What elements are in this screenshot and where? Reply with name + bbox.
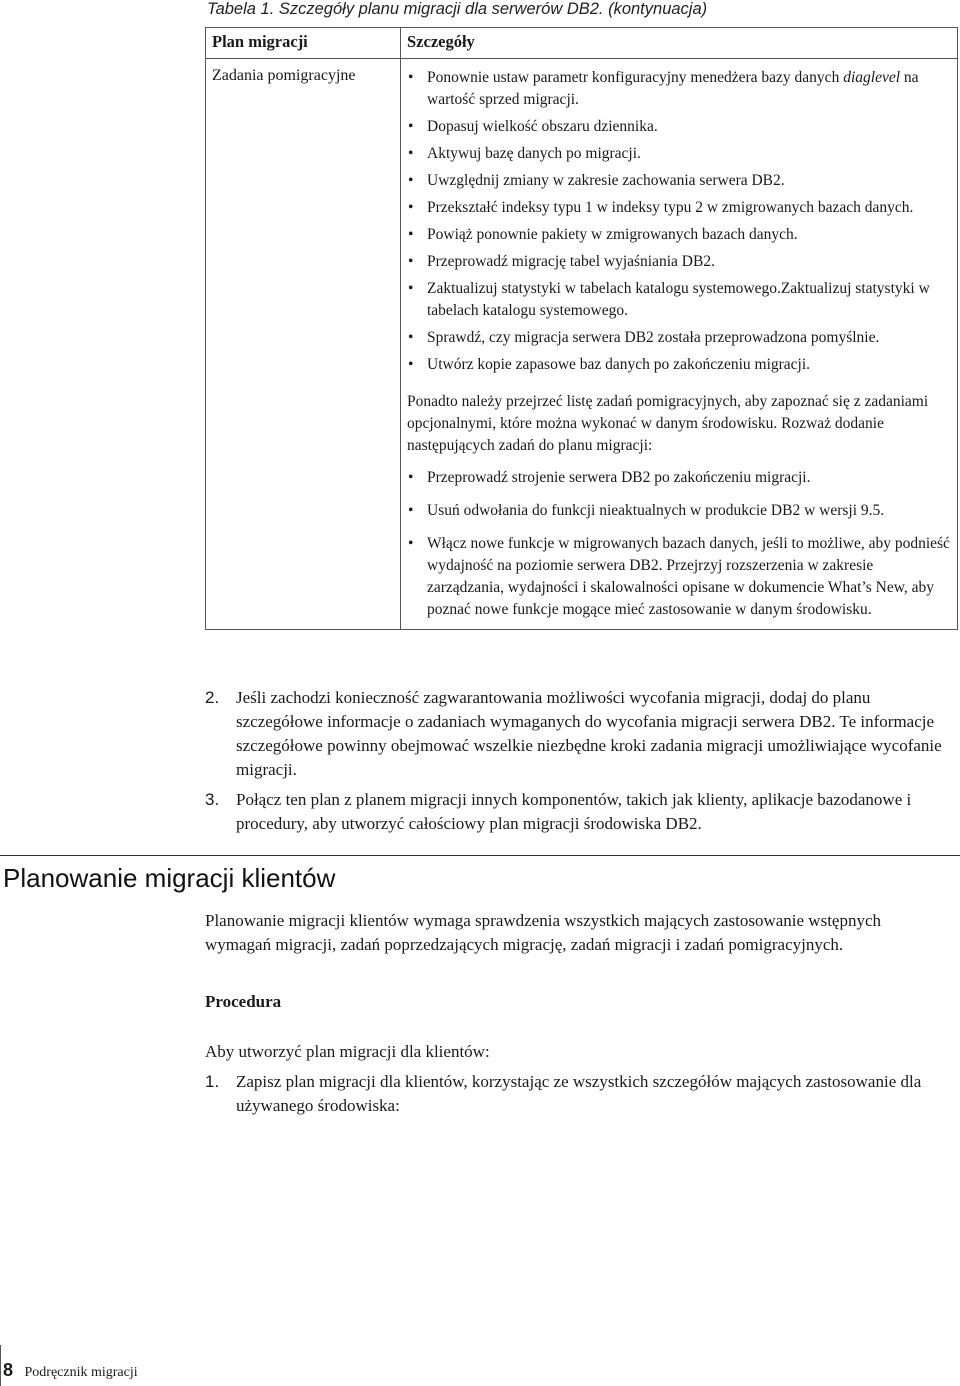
table-header-row — [206, 28, 958, 59]
list-item — [407, 67, 951, 111]
row-label-cell — [206, 59, 401, 630]
column-header-plan: Plan migracji — [206, 28, 401, 59]
list-item: • Włącz nowe funkcje w migrowanych bazach danych, jeśli to możliwe, aby podnieść wydajność na poziomie serwera DB2. Przejrzyj rozszerzenia w zakresie zarządzania, wydajności i skalowalności opisane w dokumencie What’s New, aby poznać nowe funkcje mogące mieć zastosowanie w danym środowisku. — [407, 533, 951, 621]
list-item: • Zaktualizuj statystyki w tabelach katalogu systemowego.Zaktualizuj statystyki w tabelach katalogu systemowego. — [407, 278, 951, 322]
page-footer — [3, 1360, 138, 1381]
list-item: • Przeprowadź migrację tabel wyjaśniania DB2. — [407, 251, 951, 273]
migration-plan-table — [205, 27, 958, 630]
section-divider — [0, 855, 960, 856]
post-migration-task-list — [407, 67, 951, 376]
table-row — [206, 59, 958, 630]
step-1 — [205, 1070, 955, 1118]
list-item: • Usuń odwołania do funkcji nieaktualnych w produkcie DB2 w wersji 9.5. — [407, 500, 951, 522]
step-2 — [205, 686, 955, 782]
list-item: • Sprawdź, czy migracja serwera DB2 została przeprowadzona pomyślnie. — [407, 327, 951, 349]
step-number: 3. — [205, 790, 220, 809]
column-header-details: Szczegóły — [401, 28, 958, 59]
row-label: Zadania pomigracyjne — [212, 67, 356, 84]
section-intro: Planowanie migracji klientów wymaga sprawdzenia wszystkich mających zastosowanie wstępnych wymagań migracji, zadań poprzedzających migrację, zadań migracji i zadań pomigracyjnych. — [205, 911, 882, 954]
page-number: 8 — [3, 1360, 14, 1380]
list-item: • Przekształć indeksy typu 1 w indeksy typu 2 w zmigrowanych bazach danych. — [407, 197, 951, 219]
step-text: Zapisz plan migracji dla klientów, korzystając ze wszystkich szczegółów mających zastosowanie dla używanego środowiska: — [236, 1072, 922, 1115]
optional-tasks-paragraph: Ponadto należy przejrzeć listę zadań pomigracyjnych, aby zapoznać się z zadaniami opcjonalnymi, które można wykonać w danym środowisku. Rozważ dodanie następujących zadań do planu migracji: — [407, 393, 929, 454]
parameter-name: diaglevel — [843, 69, 901, 86]
list-item: • Powiąż ponownie pakiety w zmigrowanych bazach danych. — [407, 224, 951, 246]
optional-task-list — [407, 467, 951, 621]
list-item: • Dopasuj wielkość obszaru dziennika. — [407, 116, 951, 138]
section-heading: Planowanie migracji klientów — [3, 863, 336, 893]
procedure-heading: Procedura — [205, 992, 282, 1011]
details-cell — [401, 59, 958, 630]
step-text: Połącz ten plan z planem migracji innych komponentów, takich jak klienty, aplikacje bazodanowe i procedury, aby utworzyć całościowy plan migracji środowiska DB2. — [236, 790, 912, 833]
step-number: 1. — [205, 1072, 220, 1091]
footer-margin-line — [0, 1345, 1, 1386]
procedure-steps — [205, 686, 955, 842]
list-item-prefix: Ponownie ustaw parametr konfiguracyjny menedżera bazy danych — [427, 69, 844, 86]
table-caption: Tabela 1. Szczegóły planu migracji dla serwerów DB2. (kontynuacja) — [207, 0, 708, 18]
list-item: • Aktywuj bazę danych po migracji. — [407, 143, 951, 165]
list-item-suffix: na wartość sprzed migracji. — [427, 69, 919, 108]
list-item: • Przeprowadź strojenie serwera DB2 po zakończeniu migracji. — [407, 467, 951, 489]
client-procedure-steps — [205, 1070, 955, 1124]
book-title: Podręcznik migracji — [24, 1365, 138, 1380]
list-item: • Utwórz kopie zapasowe baz danych po zakończeniu migracji. — [407, 354, 951, 376]
list-item: • Uwzględnij zmiany w zakresie zachowania serwera DB2. — [407, 170, 951, 192]
step-number: 2. — [205, 688, 220, 707]
step-3 — [205, 788, 955, 836]
procedure-lead: Aby utworzyć plan migracji dla klientów: — [205, 1042, 490, 1061]
step-text: Jeśli zachodzi konieczność zagwarantowania możliwości wycofania migracji, dodaj do planu szczegółowe informacje o zadaniach wymaganych do wycofania migracji serwera DB2. Te informacje szczegółowe powinny obejmować wszelkie niezbędne kroki zadania migracji umożliwiające wycofanie migracji. — [236, 688, 942, 779]
